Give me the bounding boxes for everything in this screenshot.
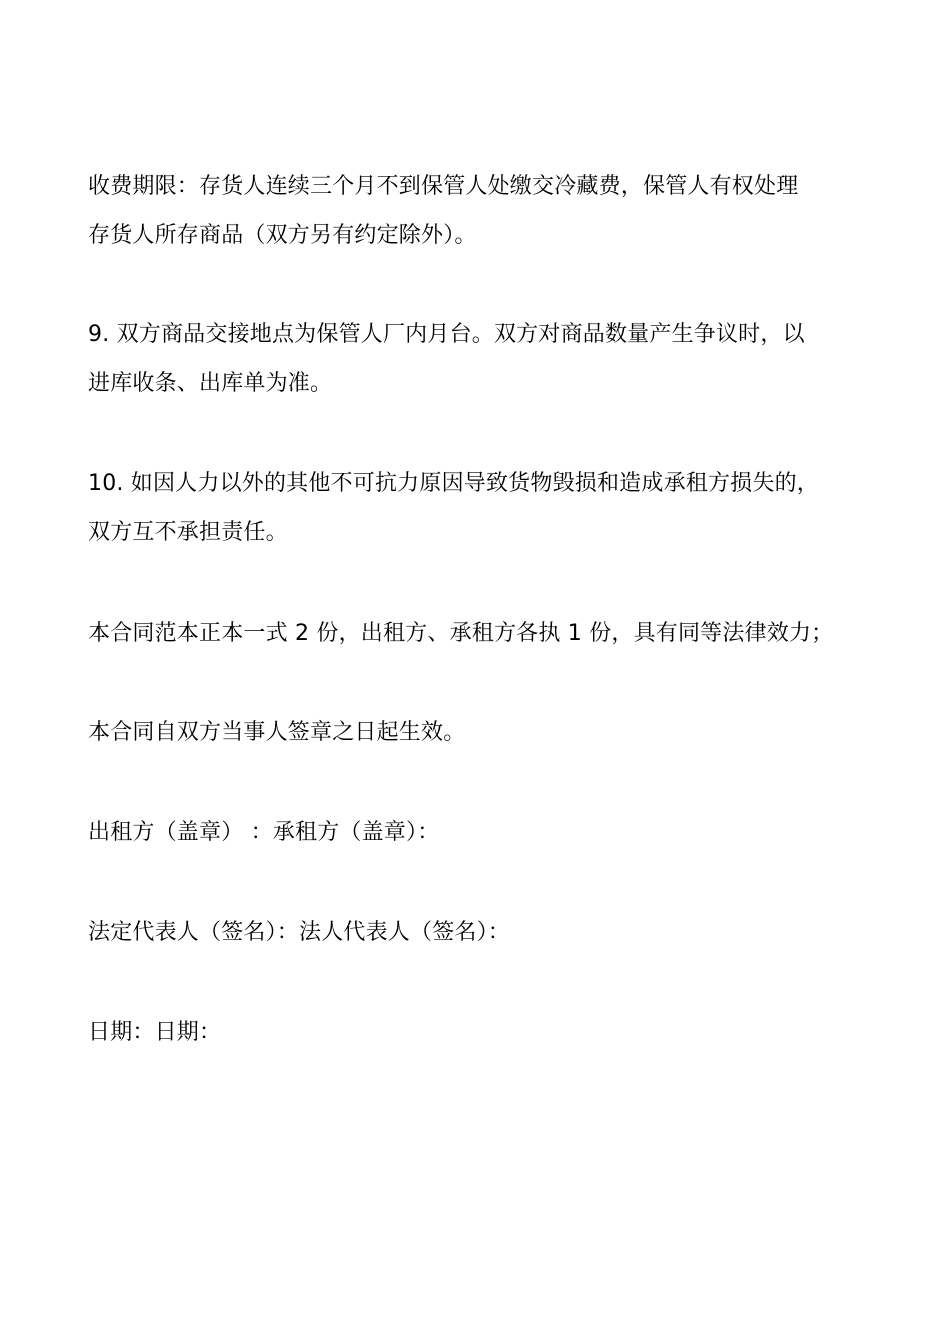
clause-9-handover (88, 310, 868, 408)
text-line: 9. 双方商品交接地点为保管人厂内月台。双方对商品数量产生争议时，以 (88, 322, 805, 347)
copies-statement (88, 609, 868, 658)
clause-10-force-majeure (88, 459, 868, 557)
text-line: 法定代表人（签名）：法人代表人（签名）： (88, 920, 511, 945)
signature-seal-line (88, 808, 868, 857)
clause-fee-period (88, 162, 868, 260)
text-line: 出租方（盖章） ：承租方（盖章）： (88, 820, 440, 845)
text-line: 10. 如因人力以外的其他不可抗力原因导致货物毁损和造成承租方损失的， (88, 471, 819, 496)
signature-date-line (88, 1008, 868, 1057)
text-line: 存货人所存商品（双方另有约定除外）。 (88, 223, 477, 248)
signature-representative-line (88, 908, 868, 957)
text-line: 双方互不承担责任。 (88, 520, 288, 545)
text-line: 日期：日期： (88, 1020, 222, 1045)
text-line: 进库收条、出库单为准。 (88, 371, 333, 396)
text-line: 本合同范本正本一式 2 份，出租方、承租方各执 1 份，具有同等法律效力； (88, 621, 834, 646)
text-line: 本合同自双方当事人签章之日起生效。 (88, 720, 466, 745)
text-line: 收费期限：存货人连续三个月不到保管人处缴交冷藏费，保管人有权处理 (88, 174, 799, 199)
effective-statement (88, 708, 868, 757)
